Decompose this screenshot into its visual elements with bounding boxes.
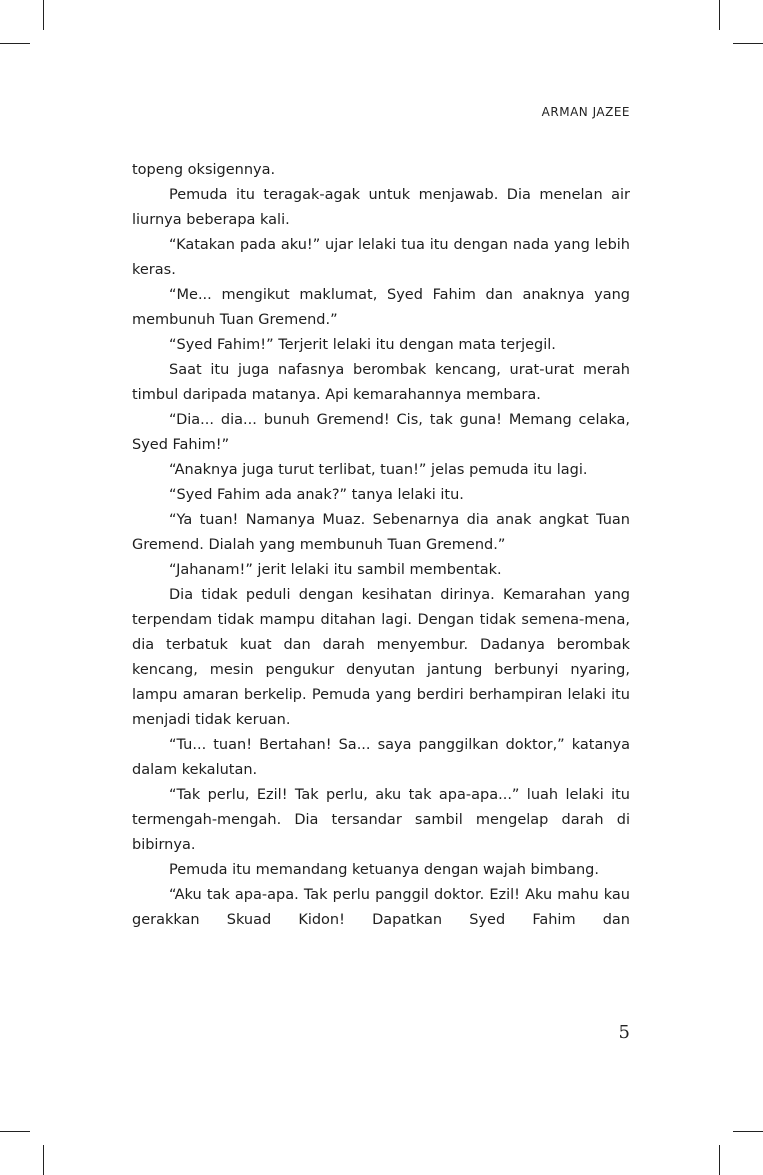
paragraph: topeng oksigennya. (132, 162, 276, 178)
paragraph: “Me... mengikut maklumat, Syed Fahim dan anaknya yang membunuh Tuan Gremend.” (132, 287, 630, 328)
crop-mark-top-left-horizontal (0, 43, 30, 44)
paragraph: Pemuda itu teragak-agak untuk menjawab. Dia menelan air liurnya beberapa kali. (132, 187, 630, 228)
crop-mark-bottom-left-horizontal (0, 1131, 30, 1132)
page-number: 5 (618, 1022, 630, 1043)
paragraph: “Aku tak apa-apa. Tak perlu panggil doktor. Ezil! Aku mahu kau gerakkan Skuad Kidon! Dapatkan Syed Fahim dan (132, 887, 630, 928)
running-header: ARMAN JAZEE (541, 105, 630, 119)
paragraph: “Syed Fahim!” Terjerit lelaki itu dengan mata terjegil. (169, 337, 556, 353)
crop-mark-top-right-vertical (719, 0, 720, 30)
paragraph: Dia tidak peduli dengan kesihatan dirinya. Kemarahan yang terpendam tidak mampu ditahan lagi. Dengan tidak semena-mena, dia terbatuk kuat dan darah menyembur. Dadanya berombak kencang, mesin pengukur denyutan jantung berbunyi nyaring, lampu amaran berkelip. Pemuda yang berdiri berhampiran lelaki itu menjadi tidak keruan. (132, 587, 630, 728)
crop-mark-bottom-right-horizontal (733, 1131, 763, 1132)
crop-mark-top-right-horizontal (733, 43, 763, 44)
paragraph: “Tak perlu, Ezil! Tak perlu, aku tak apa-apa...” luah lelaki itu termengah-mengah. Dia tersandar sambil mengelap darah di bibirnya. (132, 787, 630, 853)
paragraph: “Anaknya juga turut terlibat, tuan!” jelas pemuda itu lagi. (169, 462, 588, 478)
crop-mark-top-left-vertical (43, 0, 44, 30)
body-text (132, 158, 630, 933)
paragraph: “Katakan pada aku!” ujar lelaki tua itu dengan nada yang lebih keras. (132, 237, 630, 278)
paragraph: Pemuda itu memandang ketuanya dengan wajah bimbang. (169, 862, 599, 878)
crop-mark-bottom-left-vertical (43, 1145, 44, 1175)
paragraph: “Syed Fahim ada anak?” tanya lelaki itu. (169, 487, 464, 503)
paragraph: “Tu... tuan! Bertahan! Sa... saya panggilkan doktor,” katanya dalam kekalutan. (132, 737, 630, 778)
paragraph: “Ya tuan! Namanya Muaz. Sebenarnya dia anak angkat Tuan Gremend. Dialah yang membunuh Tuan Gremend.” (132, 512, 630, 553)
paragraph: Saat itu juga nafasnya berombak kencang, urat-urat merah timbul daripada matanya. Api kemarahannya membara. (132, 362, 630, 403)
crop-mark-bottom-right-vertical (719, 1145, 720, 1175)
paragraph: “Jahanam!” jerit lelaki itu sambil membentak. (169, 562, 502, 578)
paragraph: “Dia... dia... bunuh Gremend! Cis, tak guna! Memang celaka, Syed Fahim!” (132, 412, 630, 453)
